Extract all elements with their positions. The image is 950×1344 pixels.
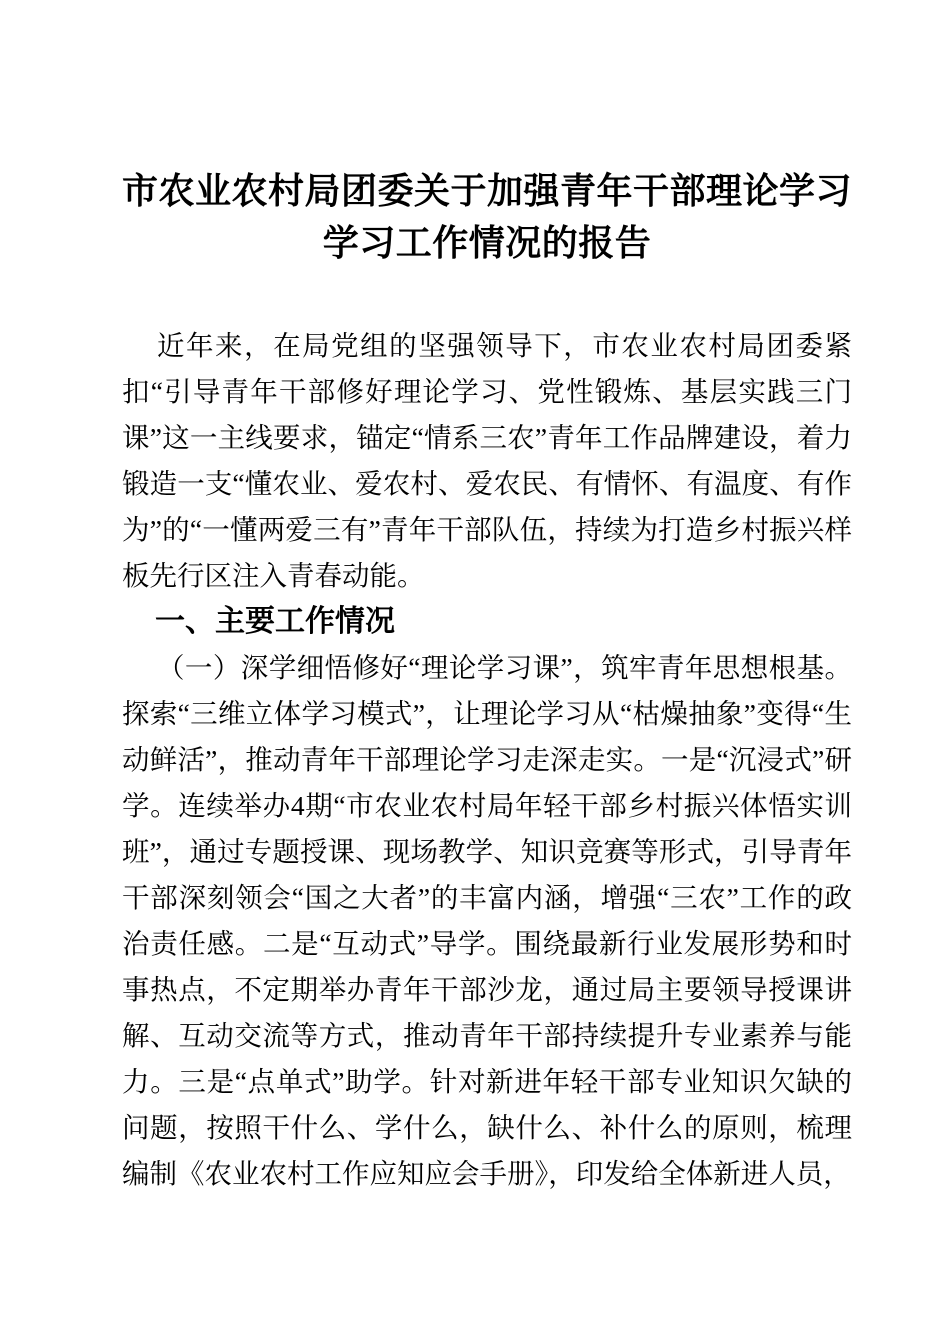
paragraph-intro: 近年来，在局党组的坚强领导下，市农业农村局团委紧扣“引导青年干部修好理论学习、党性锻炼、基层实践三门课”这一主线要求，锚定“情系三农”青年工作品牌建设，着力锻造一支“懂农业、爱农村、爱农民、有情怀、有温度、有作为”的“一懂两爱三有”青年干部队伍，持续为打造乡村振兴样板先行区注入青春动能。 — [122, 330, 852, 591]
document-title-line-2: 学习工作情况的报告 — [322, 223, 652, 263]
subsection-body-text: 探索“三维立体学习模式”，让理论学习从“枯燥抽象”变得“生动鲜活”，推动青年干部理论学习走深走实。一是“沉浸式”研学。连续举办4期“市农业农村局年轻干部乡村振兴体悟实训班”，通过专题授课、现场教学、知识竞赛等形式，引导青年干部深刻领会“国之大者”的丰富内涵，增强“三农”工作的政治责任感。二是“互动式”导学。围绕最新行业发展形势和时事热点，不定期举办青年干部沙龙，通过局主要领导授课讲解、互动交流等方式，推动青年干部持续提升专业素养与能力。三是“点单式”助学。针对新进年轻干部专业知识欠缺的问题，按照干什么、学什么，缺什么、补什么的原则，梳理编制《农业农村工作应知应会手册》，印发给全体新进人员， — [122, 698, 852, 1189]
document-title-line-1: 市农业农村局团委关于加强青年干部理论学习 — [122, 171, 853, 211]
subsection-lead-sentence: （一）深学细悟修好“理论学习课”，筑牢青年思想根基。 — [157, 652, 852, 683]
document-title — [122, 165, 852, 269]
paragraph-section-one — [122, 645, 852, 1197]
section-heading-main-work: 一、主要工作情况 — [155, 605, 395, 638]
